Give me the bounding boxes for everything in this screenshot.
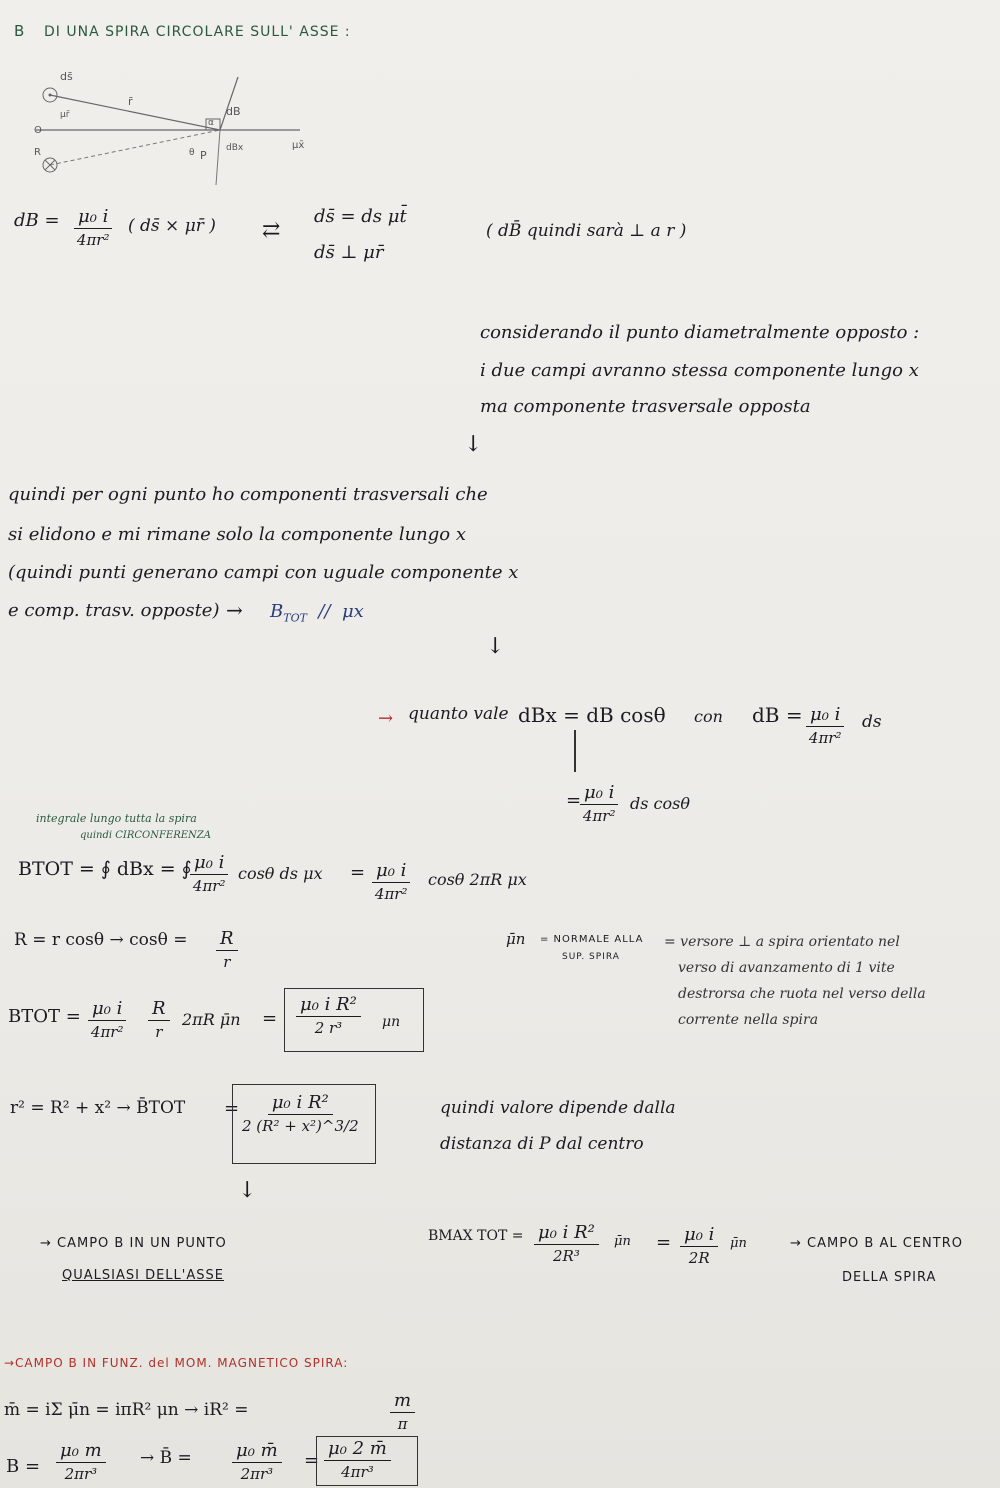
db-cross-product: ( ds̄ × μr̄ ): [128, 216, 216, 236]
implies-arrow-icon: →: [226, 598, 243, 622]
normal-desc-4: corrente nella spira: [678, 1012, 819, 1028]
mom-arrow: → B̄ =: [140, 1448, 192, 1468]
section-title: DI UNA SPIRA CIRCOLARE SULL' ASSE :: [44, 24, 351, 40]
dbx2-rest: ds cosθ: [630, 794, 690, 813]
bmax-frac2: μ₀ i 2R: [680, 1224, 718, 1269]
red-arrow-icon: →: [378, 708, 394, 729]
con-word: con: [694, 707, 723, 726]
db-def-fraction: μ₀ i 4πr²: [806, 704, 844, 749]
btot2-frac1: μ₀ i 4πr²: [88, 998, 126, 1043]
svg-text:μx̄: μx̄: [292, 140, 305, 151]
ds-definition: ds̄ = ds μt̄: [314, 206, 407, 227]
para1-line2: i due campi avranno stessa componente lungo x: [480, 360, 919, 381]
btot3-eq: =: [224, 1098, 240, 1119]
dbx2-fraction: μ₀ i 4πr²: [580, 782, 618, 827]
mom-frac3: μ₀ m̄ 2πr³: [232, 1440, 282, 1485]
btot1-eq: =: [350, 862, 366, 883]
btot-parallel: $B_{TOT}$ // μx: [270, 601, 364, 625]
mom-frac4: μ₀ 2 m̄ 4πr³: [324, 1438, 391, 1483]
btot3-note-2: distanza di P dal centro: [440, 1134, 644, 1154]
btot1-fraction-2: μ₀ i 4πr²: [372, 860, 410, 905]
mom-frac2: μ₀ m 2πr³: [56, 1440, 106, 1485]
db-lhs: dB =: [14, 210, 60, 231]
integral-note-1: integrale lungo tutta la spira: [36, 812, 197, 825]
svg-text:dBx: dBx: [226, 143, 244, 153]
svg-text:dB: dB: [226, 105, 241, 118]
db-opposite-line: [216, 130, 220, 185]
loop-diagram: [20, 55, 350, 205]
down-arrow-icon-3: ↓: [238, 1178, 257, 1203]
cos-relation: R = r cosθ → cosθ =: [14, 930, 188, 950]
campo-centro-2: DELLA SPIRA: [842, 1270, 937, 1285]
btot1-lhs: BTOT = ∮ dBx = ∮: [18, 858, 192, 880]
svg-text:P: P: [200, 149, 207, 162]
normal-desc-2: verso di avanzamento di 1 vite: [678, 960, 895, 976]
bmax-unit-2: μ̄n: [730, 1236, 747, 1251]
svg-text:μr̄: μr̄: [60, 110, 70, 120]
btot1-fraction: μ₀ i 4πr²: [190, 852, 228, 897]
db-vector-line: [220, 77, 238, 130]
btot3-lhs: r² = R² + x² → B̄TOT: [10, 1098, 186, 1118]
svg-text:ds̄: ds̄: [60, 70, 73, 83]
db-fraction: μ₀ i 4πr²: [74, 206, 112, 251]
para1-line1: considerando il punto diametralmente opposto :: [480, 322, 920, 343]
normal-label: = NORMALE ALLA: [540, 934, 644, 945]
para2-line3: (quindi punti generano campi con uguale componente x: [8, 562, 519, 583]
normal-symbol: μ̄n: [506, 930, 526, 948]
campo-centro-1: → CAMPO B AL CENTRO: [790, 1236, 963, 1251]
dbx-eq: dBx = dB cosθ: [518, 703, 666, 727]
bmax-frac1: μ₀ i R² 2R³: [534, 1222, 599, 1267]
down-arrow-icon: ↓: [464, 432, 483, 457]
down-arrow-icon-2: ↓: [486, 634, 505, 659]
ds-label: ds: [862, 712, 882, 732]
bmax-lhs: BMAX TOT =: [428, 1228, 524, 1244]
btot2-eq: =: [262, 1008, 278, 1029]
integral-note-2: quindi CIRCONFERENZA: [80, 830, 211, 841]
svg-text:O: O: [34, 125, 42, 136]
mom-frac1: m π: [390, 1390, 415, 1435]
bmax-unit: μ̄n: [614, 1234, 631, 1249]
bmax-eq: =: [656, 1232, 672, 1253]
btot2-frac2: R r: [148, 998, 170, 1043]
svg-text:r̄: r̄: [128, 95, 133, 108]
ds-perpendicular: ds̄ ⊥ μr̄: [314, 242, 384, 263]
dbx2-eq: =: [566, 790, 582, 811]
dbx-question: quanto vale: [408, 704, 509, 724]
swap-arrow-icon: ⇄: [262, 218, 281, 243]
cos-fraction: R r: [216, 928, 238, 973]
btot2-frac3: μ₀ i R² 2 r³: [296, 994, 361, 1039]
svg-text:α: α: [208, 118, 214, 128]
db-note: ( dB̄ quindi sarà ⊥ a r ): [486, 221, 687, 241]
mom-b-lhs: B =: [6, 1456, 41, 1477]
btot2-unit: μn: [382, 1014, 401, 1030]
btot3-fraction: μ₀ i R² 2 (R² + x²)^3/2: [242, 1092, 359, 1135]
btot2-mid: 2πR μ̄n: [182, 1010, 241, 1029]
db-def-lhs: dB =: [752, 703, 803, 727]
normal-desc-1: = versore ⊥ a spira orientato nel: [664, 934, 900, 950]
campo-punto-1: → CAMPO B IN UN PUNTO: [40, 1236, 227, 1251]
mom-line1: m̄ = iΣ μ̄n = iπR² μn → iR² =: [4, 1400, 249, 1420]
btot2-lhs: BTOT =: [8, 1006, 81, 1027]
vertical-connector: [574, 730, 576, 772]
para1-line3: ma componente trasversale opposta: [480, 396, 811, 417]
normal-desc-3: destrorsa che ruota nel verso della: [678, 986, 926, 1002]
para2-line4: e comp. trasv. opposte): [8, 600, 220, 621]
btot1-mid: cosθ ds μx: [238, 864, 323, 883]
para2-line2: si elidono e mi rimane solo la componente lungo x: [8, 524, 467, 545]
title-letter: B: [14, 22, 26, 40]
btot3-note-1: quindi valore dipende dalla: [440, 1098, 676, 1118]
svg-text:θ: θ: [189, 148, 195, 158]
normal-label-2: SUP. SPIRA: [562, 952, 620, 962]
r-vector-line: [50, 95, 220, 130]
para2-line1: quindi per ogni punto ho componenti trasversali che: [8, 484, 488, 505]
btot1-rest: cosθ 2πR μx: [428, 870, 527, 889]
mom-eq: =: [304, 1450, 320, 1471]
campo-punto-2: QUALSIASI DELL'ASSE: [62, 1268, 224, 1283]
mom-title: →CAMPO B IN FUNZ. del MOM. MAGNETICO SPIRA:: [4, 1356, 349, 1370]
svg-text:R: R: [34, 147, 41, 158]
